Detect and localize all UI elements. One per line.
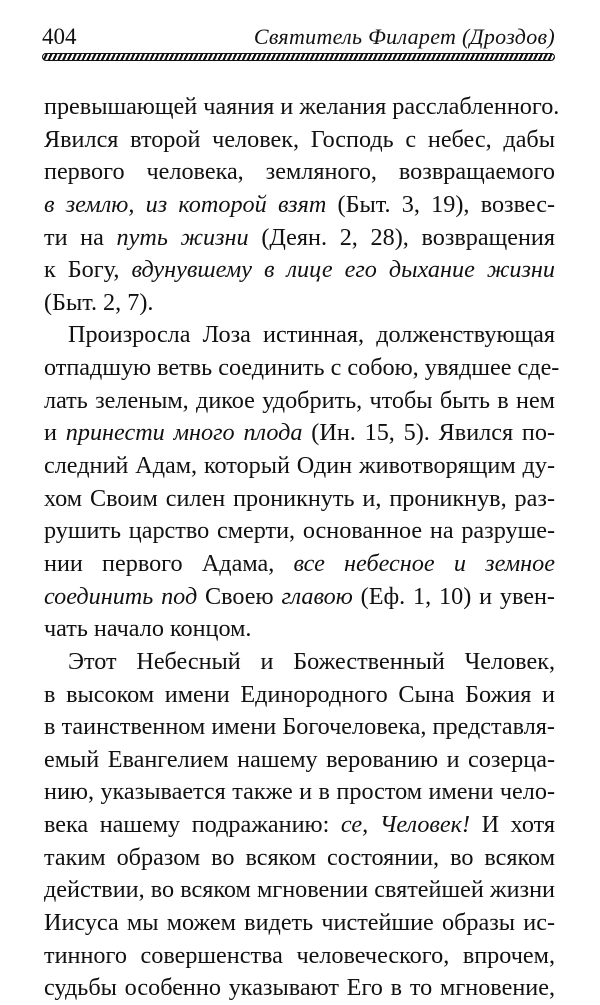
text-line: [44, 711, 555, 744]
running-title: Святитель Филарет (Дроздов): [253, 24, 555, 49]
italic-quotation: все небесное и земное: [293, 549, 555, 577]
text-run: (Быт. 2, 7).: [44, 288, 154, 316]
text-line: [44, 972, 555, 1005]
text-line: [44, 222, 555, 255]
italic-quotation: главою: [281, 582, 353, 610]
text-run: действии, во всяком мгновении святейшей жизни: [44, 876, 555, 904]
text-run: Своею: [197, 582, 282, 610]
body-text: [44, 91, 560, 1005]
text-run: Явился второй человек, Господь с небес, дабы: [44, 125, 555, 153]
text-run: и: [44, 419, 66, 447]
text-run: следний Адам, который Один животворящим ду-: [44, 452, 555, 480]
text-run: первого человека, земляного, возвращаемого: [44, 158, 555, 186]
text-run: превышающей чаяния и желания расслабленного.: [44, 93, 560, 120]
text-run: нии первого Адама,: [44, 549, 294, 577]
text-line: [44, 189, 555, 222]
text-line: [44, 417, 555, 450]
text-line: [44, 613, 555, 646]
text-line: [44, 156, 555, 189]
text-line: [44, 287, 555, 320]
text-run: хом Своим силен проникнуть и, проникнув, раз-: [44, 484, 555, 512]
text-run: в высоком имени Единородного Сына Божия и: [44, 680, 555, 708]
text-run: чать начало концом.: [44, 615, 252, 643]
text-run: таким образом во всяком состоянии, во всяком: [44, 843, 555, 871]
italic-quotation: принести много плода: [65, 419, 303, 447]
text-line: [44, 254, 555, 287]
text-line: [44, 646, 555, 679]
text-line: [44, 548, 555, 581]
text-run: (Быт. 3, 19), возвес-: [326, 190, 556, 218]
text-run: (Деян. 2, 28), возвращения: [248, 223, 555, 251]
paragraph: [44, 319, 560, 645]
italic-quotation: вдунувшему в лице его дыхание жизни: [131, 256, 555, 284]
text-line: [44, 874, 555, 907]
text-run: Иисуса мы можем видеть чистейшие образы ис-: [44, 909, 555, 937]
text-run: (Еф. 1, 10) и увен-: [352, 582, 555, 610]
italic-quotation: путь жизни: [116, 223, 249, 251]
text-run: в таинственном имени Богочеловека, представля-: [44, 713, 555, 741]
text-run: емый Евангелием нашему верованию и созерца-: [44, 745, 555, 773]
text-line: [44, 776, 555, 809]
text-line: [44, 809, 555, 842]
text-run: (Ин. 15, 5). Явился по-: [302, 419, 556, 447]
paragraph: [44, 646, 555, 1005]
text-run: лать зеленым, дикое удобрить, чтобы быть в нем: [44, 386, 555, 414]
page-number: 404: [42, 24, 77, 49]
text-line: [44, 91, 560, 124]
text-line: [44, 352, 560, 385]
italic-quotation: соединить под: [44, 582, 198, 610]
text-line: [44, 907, 555, 940]
italic-quotation: се, Человек!: [340, 811, 471, 839]
text-line: [44, 483, 555, 516]
page-header: [42, 22, 555, 52]
text-run: Произросла Лоза истинная, долженствующая: [68, 321, 555, 349]
text-run: тинного совершенства человеческого, впрочем,: [44, 941, 555, 969]
text-line: [44, 679, 555, 712]
text-run: рушить царство смерти, основанное на разруше-: [44, 517, 555, 545]
text-run: ти на: [44, 223, 117, 251]
text-line: [44, 385, 555, 418]
text-run: судьбы особенно указывают Его в то мгновение,: [44, 974, 555, 1002]
text-line: [44, 124, 555, 157]
text-line: [44, 450, 555, 483]
paragraph: [44, 91, 560, 319]
italic-quotation: в землю, из которой взят: [44, 190, 327, 218]
text-line: [44, 515, 555, 548]
text-line: [44, 319, 555, 352]
text-run: нию, указывается также и в простом имени чело-: [44, 778, 555, 806]
text-run: века нашему подражанию:: [44, 811, 341, 839]
decorative-rope-divider: [42, 53, 555, 61]
text-run: Этот Небесный и Божественный Человек,: [68, 647, 555, 675]
text-run: к Богу,: [44, 256, 132, 284]
text-line: [44, 744, 555, 777]
text-run: отпадшую ветвь соединить с собою, увядшее сде-: [44, 354, 560, 382]
text-line: [44, 940, 555, 973]
text-line: [44, 581, 555, 614]
text-line: [44, 842, 555, 875]
text-run: И хотя: [470, 811, 555, 839]
